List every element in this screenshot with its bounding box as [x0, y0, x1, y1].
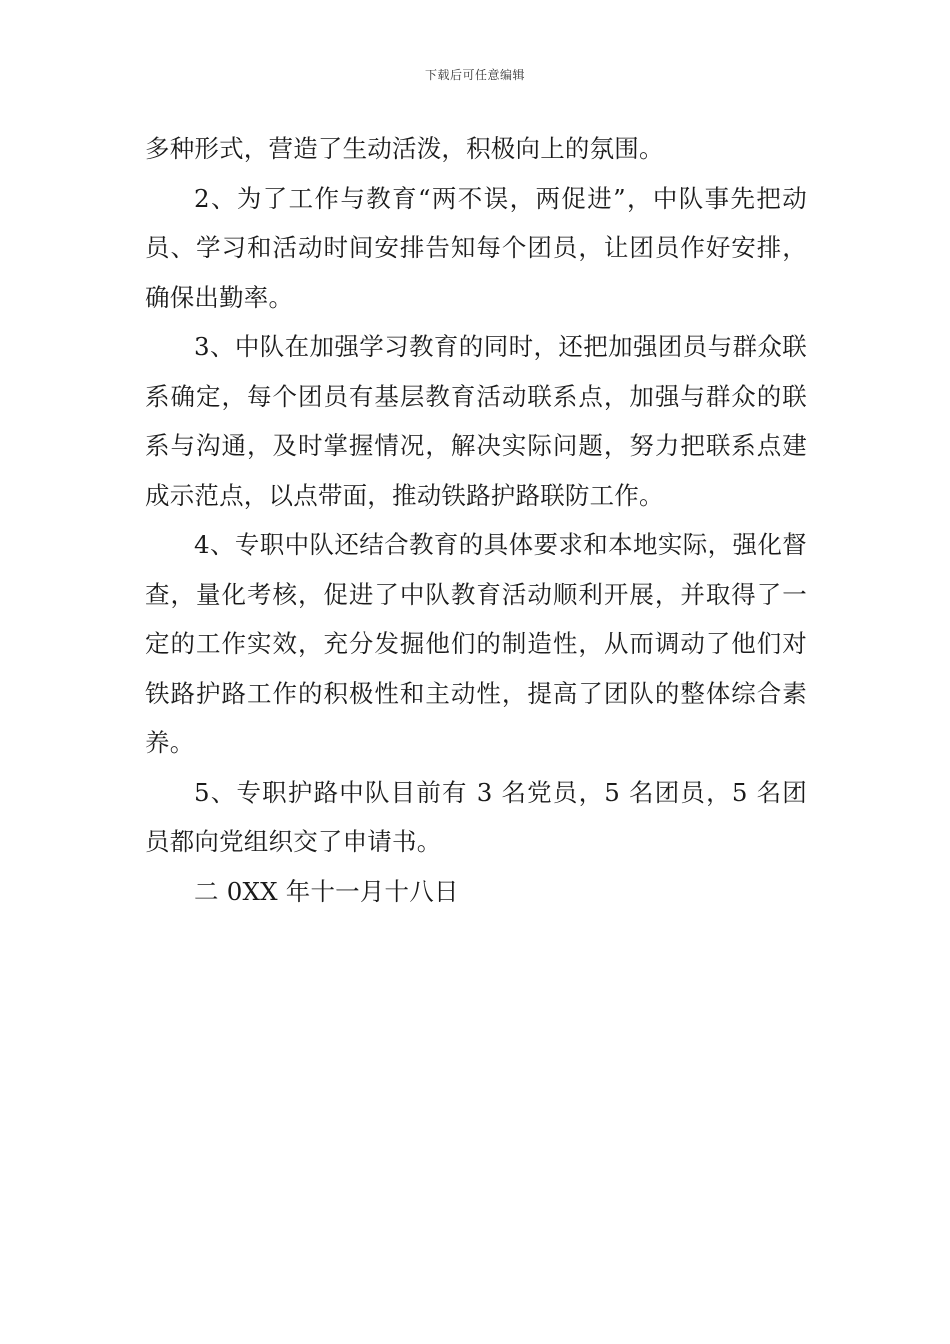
- paragraph-item-3: 3、中队在加强学习教育的同时，还把加强团员与群众联系确定，每个团员有基层教育活动联系点，加强与群众的联系与沟通，及时掌握情况，解决实际问题，努力把联系点建成示范点，以点带面，推动铁路护路联防工作。: [145, 332, 807, 510]
- paragraph-item-2: 2、为了工作与教育“两不误，两促进”，中队事先把动员、学习和活动时间安排告知每个团员，让团员作好安排，确保出勤率。: [145, 183, 807, 312]
- paragraph-continuation: 多种形式，营造了生动活泼，积极向上的氛围。: [145, 134, 664, 163]
- document-body: [145, 124, 807, 916]
- page-header-note: 下载后可任意编辑: [424, 68, 525, 82]
- paragraph-item-4: 4、专职中队还结合教育的具体要求和本地实际，强化督查，量化考核，促进了中队教育活动顺利开展，并取得了一定的工作实效，充分发掘他们的制造性，从而调动了他们对铁路护路工作的积极性和主动性，提高了团队的整体综合素养。: [145, 530, 807, 757]
- paragraph-item-5: 5、专职护路中队目前有 3 名党员，5 名团员，5 名团员都向党组织交了申请书。: [145, 777, 807, 856]
- document-date: 二 0XX 年十一月十八日: [194, 876, 459, 906]
